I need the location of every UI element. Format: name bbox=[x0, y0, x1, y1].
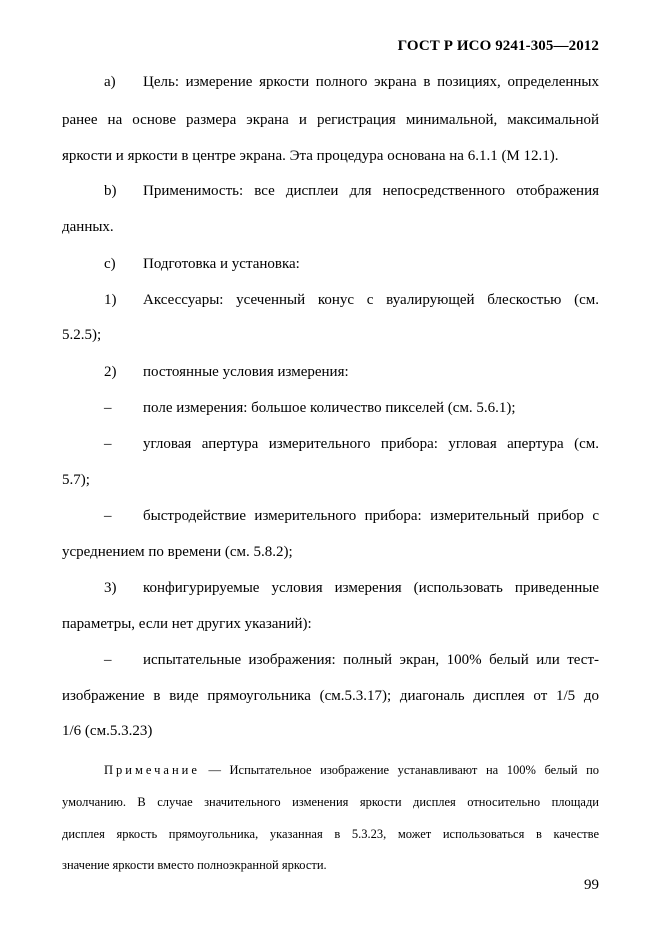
item-a-label: a) bbox=[104, 74, 116, 90]
item-a-line1: Цель: измерение яркости полного экрана в позициях, определенных bbox=[143, 74, 599, 90]
note-line1 bbox=[104, 763, 599, 778]
item-c3-line2: параметры, если нет других указаний): bbox=[62, 616, 312, 632]
item-b-line1: Применимость: все дисплеи для непосредственного отображения bbox=[143, 183, 599, 199]
item-c-label: c) bbox=[104, 256, 116, 272]
item-c2b-dash: – bbox=[104, 436, 112, 452]
item-c2c-line1: быстродействие измерительного прибора: измерительный прибор с bbox=[143, 508, 599, 524]
item-c2-line1: постоянные условия измерения: bbox=[143, 364, 349, 380]
item-c2c-dash: – bbox=[104, 508, 112, 524]
note-line2: умолчанию. В случае значительного изменения яркости дисплея относительно площади bbox=[62, 795, 599, 809]
item-c2c-line2: усреднением по времени (см. 5.8.2); bbox=[62, 544, 293, 560]
note-line4: значение яркости вместо полноэкранной яркости. bbox=[62, 858, 327, 872]
item-c3a-dash: – bbox=[104, 652, 112, 668]
item-c2a-dash: – bbox=[104, 400, 112, 416]
note-prefix: Примечание bbox=[104, 763, 200, 777]
item-c2a-line1: поле измерения: большое количество пикселей (см. 5.6.1); bbox=[143, 400, 516, 416]
page-number: 99 bbox=[584, 877, 599, 893]
item-a-line3: яркости и яркости в центре экрана. Эта процедура основана на 6.1.1 (М 12.1). bbox=[62, 148, 559, 164]
item-c-line1: Подготовка и установка: bbox=[143, 256, 300, 272]
item-c2-label: 2) bbox=[104, 364, 117, 380]
item-b-label: b) bbox=[104, 183, 117, 199]
item-c1-label: 1) bbox=[104, 292, 117, 308]
item-c1-line2: 5.2.5); bbox=[62, 327, 102, 343]
item-c3-label: 3) bbox=[104, 580, 117, 596]
item-c2b-line1: угловая апертура измерительного прибора: угловая апертура (см. bbox=[143, 436, 599, 452]
item-a-line2: ранее на основе размера экрана и регистрация минимальной, максимальной bbox=[62, 112, 599, 128]
note-line3: дисплея яркость прямоугольника, указанная в 5.3.23, может использоваться в качестве bbox=[62, 827, 599, 841]
item-c3a-line2: изображение в виде прямоугольника (см.5.3.17); диагональ дисплея от 1/5 до bbox=[62, 688, 599, 704]
item-b-line2: данных. bbox=[62, 219, 114, 235]
item-c1-line1: Аксессуары: усеченный конус с вуалирующей блескостью (см. bbox=[143, 292, 599, 308]
item-c3a-line1: испытательные изображения: полный экран, 100% белый или тест- bbox=[143, 652, 599, 668]
note-line1-text: — Испытательное изображение устанавливают на 100% белый по bbox=[208, 763, 600, 777]
standard-header: ГОСТ Р ИСО 9241-305—2012 bbox=[397, 38, 599, 54]
item-c3-line1: конфигурируемые условия измерения (использовать приведенные bbox=[143, 580, 599, 596]
item-c2b-line2: 5.7); bbox=[62, 472, 90, 488]
item-c3a-line3: 1/6 (см.5.3.23) bbox=[62, 723, 153, 739]
